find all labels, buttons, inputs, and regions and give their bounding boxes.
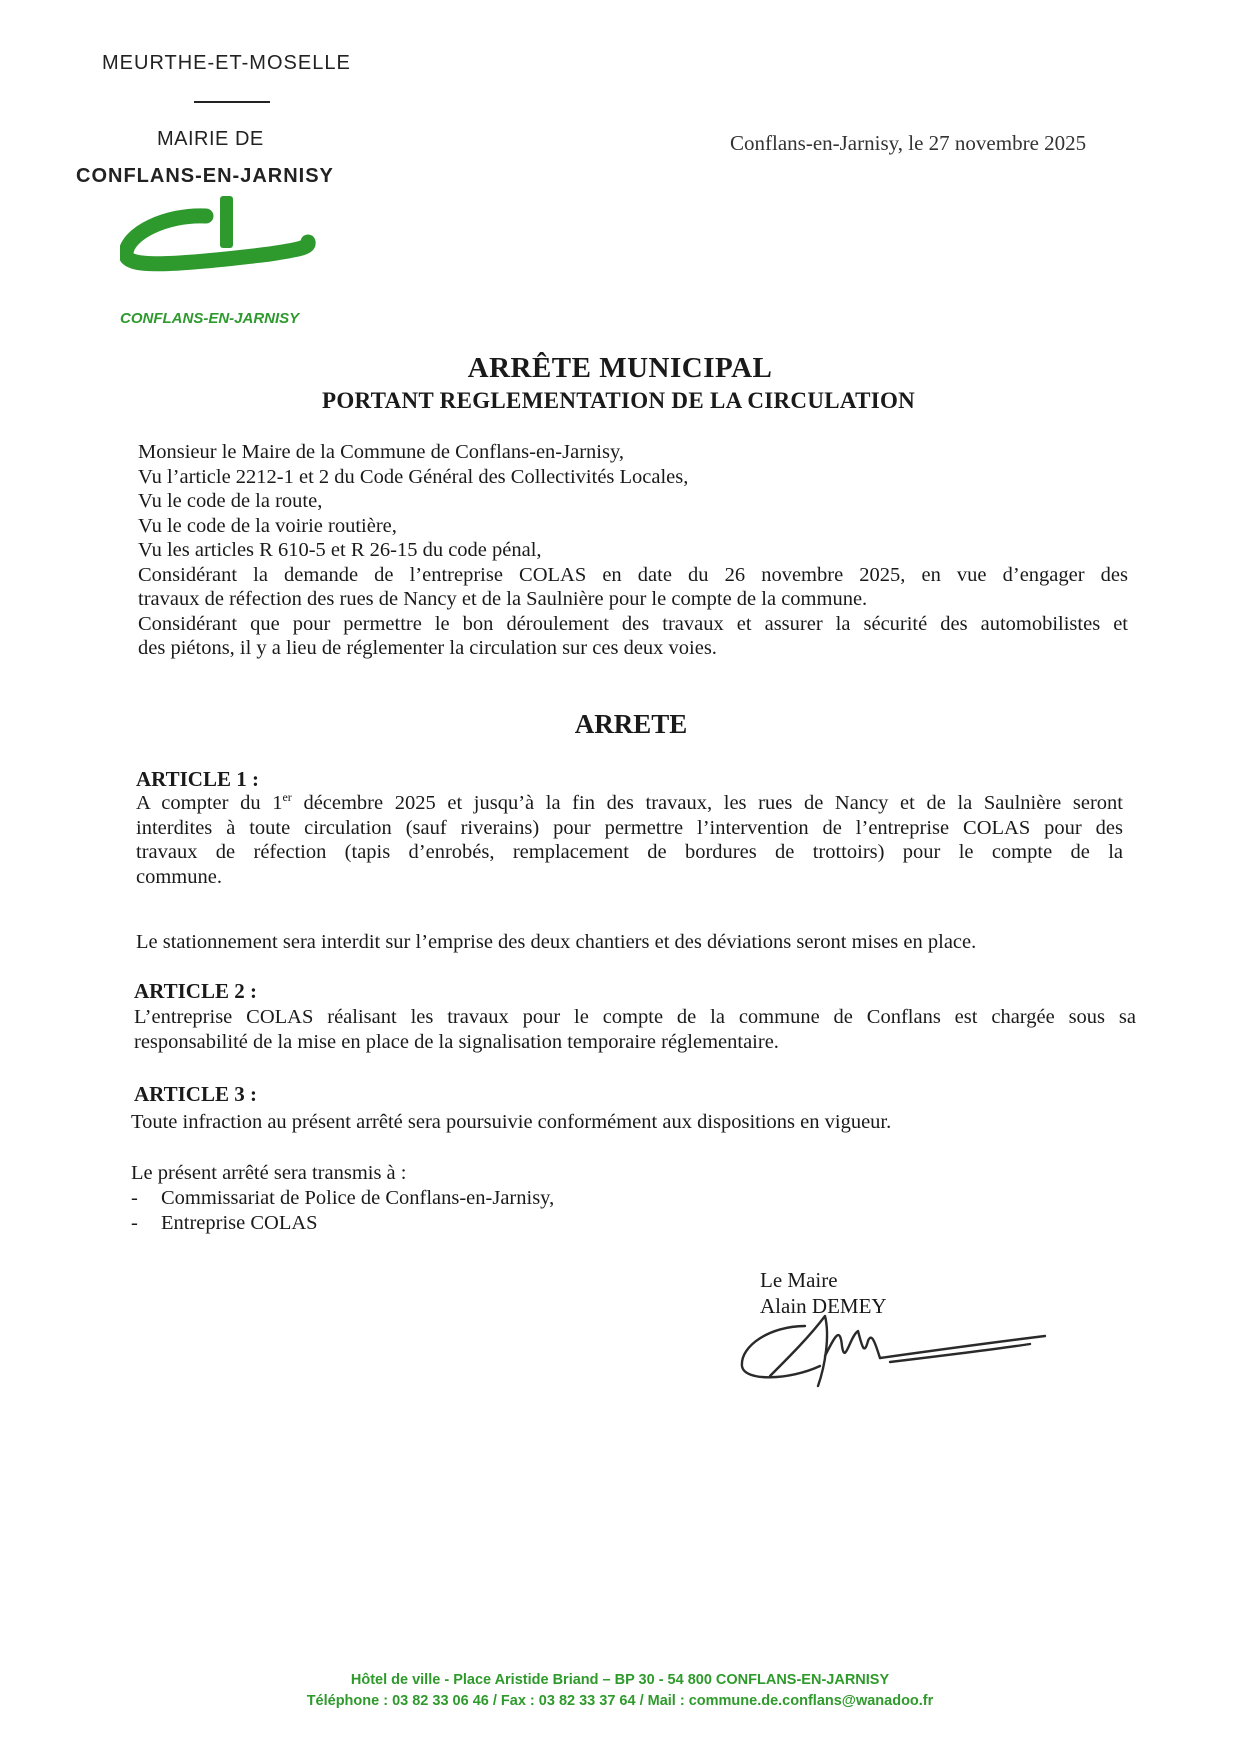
article-1-line: interdites à toute circulation (sauf riverains) pour permettre l’intervention de l’entreprise COLAS pour des [136, 816, 1123, 839]
article-1-heading: ARTICLE 1 : [136, 767, 259, 791]
visa-line: Considérant la demande de l’entreprise COLAS en date du 26 novembre 2025, en vue d’engager des [138, 563, 1128, 586]
handwritten-signature [730, 1296, 1060, 1396]
recipient-list [131, 1186, 554, 1235]
department-label: MEURTHE-ET-MOSELLE [102, 52, 351, 74]
visa-line: Vu les articles R 610-5 et R 26-15 du code pénal, [138, 539, 542, 561]
logo-c-stroke [126, 216, 308, 264]
ordinal-superscript: er [282, 790, 292, 805]
article-2-heading: ARTICLE 2 : [134, 979, 257, 1003]
logo-caption: CONFLANS-EN-JARNISY [120, 310, 300, 327]
article-1-line: commune. [136, 865, 222, 888]
visa-line: Vu le code de la route, [138, 490, 323, 512]
article-1-line: travaux de réfection (tapis d’enrobés, remplacement de bordures de trottoirs) pour le compte de la [136, 841, 1123, 863]
mairie-de-label: MAIRIE DE [157, 128, 264, 150]
article-1-text: décembre 2025 et jusqu’à la fin des travaux, les rues de Nancy et de la Saulnière seront [291, 792, 1124, 814]
list-item [131, 1211, 554, 1236]
list-dash: - [131, 1211, 138, 1234]
commune-name: CONFLANS-EN-JARNISY [76, 165, 334, 187]
article-1-parking: Le stationnement sera interdit sur l’emprise des deux chantiers et des déviations seront mises en place. [136, 931, 977, 953]
document-subtitle: PORTANT REGLEMENTATION DE LA CIRCULATION [322, 388, 916, 413]
article-3-body: Toute infraction au présent arrêté sera poursuivie conformément aux dispositions en vigueur. [131, 1111, 892, 1133]
article-1-text: A compter du 1 [136, 792, 283, 814]
visa-line: Considérant que pour permettre le bon déroulement des travaux et assurer la sécurité des automobilistes et [138, 612, 1128, 635]
article-1-line [136, 791, 1123, 816]
transmission-intro: Le présent arrêté sera transmis à : [131, 1162, 407, 1184]
visa-line: Vu l’article 2212-1 et 2 du Code Général des Collectivités Locales, [138, 465, 689, 488]
place-and-date: Conflans-en-Jarnisy, le 27 novembre 2025 [730, 131, 1087, 155]
commune-logo [120, 192, 320, 292]
list-item [131, 1186, 554, 1211]
article-2-line: L’entreprise COLAS réalisant les travaux pour le compte de la commune de Conflans est chargée sous sa [134, 1006, 1136, 1028]
visa-line: Vu le code de la voirie routière, [138, 514, 397, 537]
header-divider [194, 101, 270, 103]
visa-line: Monsieur le Maire de la Commune de Conflans-en-Jarnisy, [138, 441, 624, 463]
article-3-heading: ARTICLE 3 : [134, 1082, 257, 1106]
footer-address: Hôtel de ville - Place Aristide Briand – BP 30 - 54 800 CONFLANS-EN-JARNISY [350, 1672, 890, 1688]
article-1-body [136, 791, 1123, 889]
article-2-line: responsabilité de la mise en place de la signalisation temporaire réglementaire. [134, 1030, 779, 1053]
article-2-body [134, 1005, 1136, 1054]
visa-line: travaux de réfection des rues de Nancy et de la Saulnière pour le compte de la commune. [138, 588, 868, 610]
logo-l-stroke [220, 196, 233, 248]
footer-contact: Téléphone : 03 82 33 06 46 / Fax : 03 82 33 37 64 / Mail : commune.de.conflans@wanadoo.fr [306, 1693, 934, 1709]
visas-block [138, 440, 1128, 661]
signatory-title: Le Maire [760, 1268, 838, 1292]
list-dash: - [131, 1187, 138, 1209]
arrete-heading: ARRETE [574, 709, 688, 739]
recipient-name: Entreprise COLAS [161, 1211, 318, 1234]
document-title: ARRÊTE MUNICIPAL [467, 352, 773, 384]
recipient-name: Commissariat de Police de Conflans-en-Jarnisy, [161, 1187, 555, 1209]
visa-line: des piétons, il y a lieu de réglementer la circulation sur ces deux voies. [138, 637, 717, 659]
signatory-name: Alain DEMEY [760, 1294, 887, 1318]
